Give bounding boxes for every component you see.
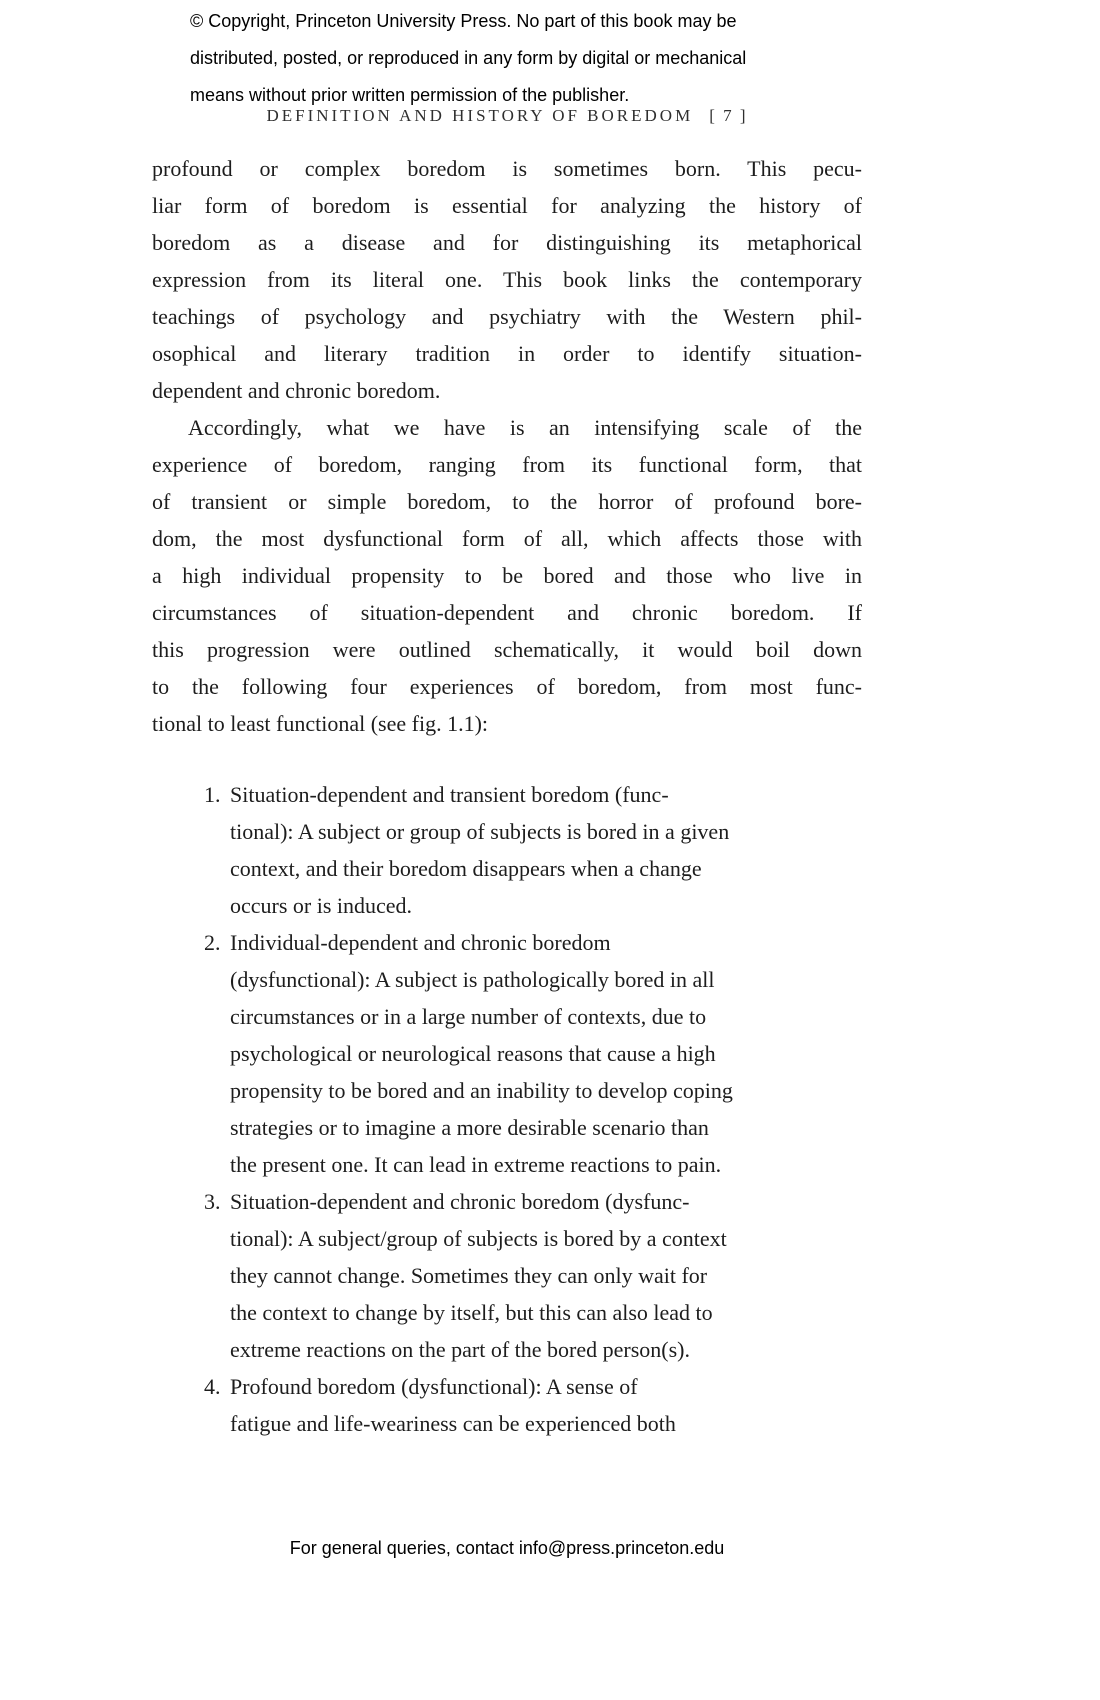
footer-contact: For general queries, contact info@press.princeton.edu	[289, 1538, 725, 1558]
list-item	[204, 924, 862, 1183]
list-item-text: Profound boredom (dysfunctional): A sense of fatigue and life-weariness can be experienced both	[230, 1374, 676, 1436]
page-number: [ 7 ]	[709, 106, 748, 125]
list-item-number: 3.	[204, 1189, 221, 1214]
running-head	[152, 106, 862, 126]
copyright-notice: © Copyright, Princeton University Press. No part of this book may be distributed, posted, or reproduced in any form by digital or mechanical means without prior written permission of the publisher.	[190, 11, 747, 105]
list-item	[204, 1183, 862, 1368]
paragraph-1: profound or complex boredom is sometimes born. This pecu- liar form of boredom is essential for analyzing the history of boredom as a disease and for distinguishing its metaphorical expression from its literal one. This book links the contemporary teachings of psychology and psychiatry with the Western phil- osophical and literary tradition in order to identify situation- dependent and chronic boredom.	[152, 156, 862, 403]
paragraph-2: Accordingly, what we have is an intensifying scale of the experience of boredom, ranging from its functional form, that of transient or simple boredom, to the horror of profound bore- dom, the most dysfunctional form of all, which affects those with a high individual propensity to be bored and those who live in circumstances of situation-dependent and chronic boredom. If this progression were outlined schematically, it would boil down to the following four experiences of boredom, from most func- tional to least functional (see fig. 1.1):	[152, 415, 862, 736]
list-item-number: 2.	[204, 930, 221, 955]
list-item-text: Situation-dependent and transient boredom (func- tional): A subject or group of subjects is bored in a given context, and their boredom disappears when a change occurs or is induced.	[230, 782, 730, 918]
list-item-number: 4.	[204, 1374, 221, 1399]
list-item-number: 1.	[204, 782, 221, 807]
list-item-text: Situation-dependent and chronic boredom (dysfunc- tional): A subject/group of subjects is bored by a context they cannot change. Sometimes they can only wait for the context to change by itself, but this can also lead to extreme reactions on the part of the bored person(s).	[230, 1189, 727, 1362]
list-item	[204, 776, 862, 924]
list-item	[204, 1368, 862, 1442]
running-head-title: DEFINITION AND HISTORY OF BOREDOM	[266, 106, 694, 125]
list-item-text: Individual-dependent and chronic boredom (dysfunctional): A subject is pathologically bored in all circumstances or in a large number of contexts, due to psychological or neurological reasons that cause a high propensity to be bored and an inability to develop coping strategies or to imagine a more desirable scenario than the present one. It can lead in extreme reactions to pain.	[230, 930, 733, 1177]
numbered-list	[152, 776, 862, 1442]
body-text	[152, 150, 862, 1442]
